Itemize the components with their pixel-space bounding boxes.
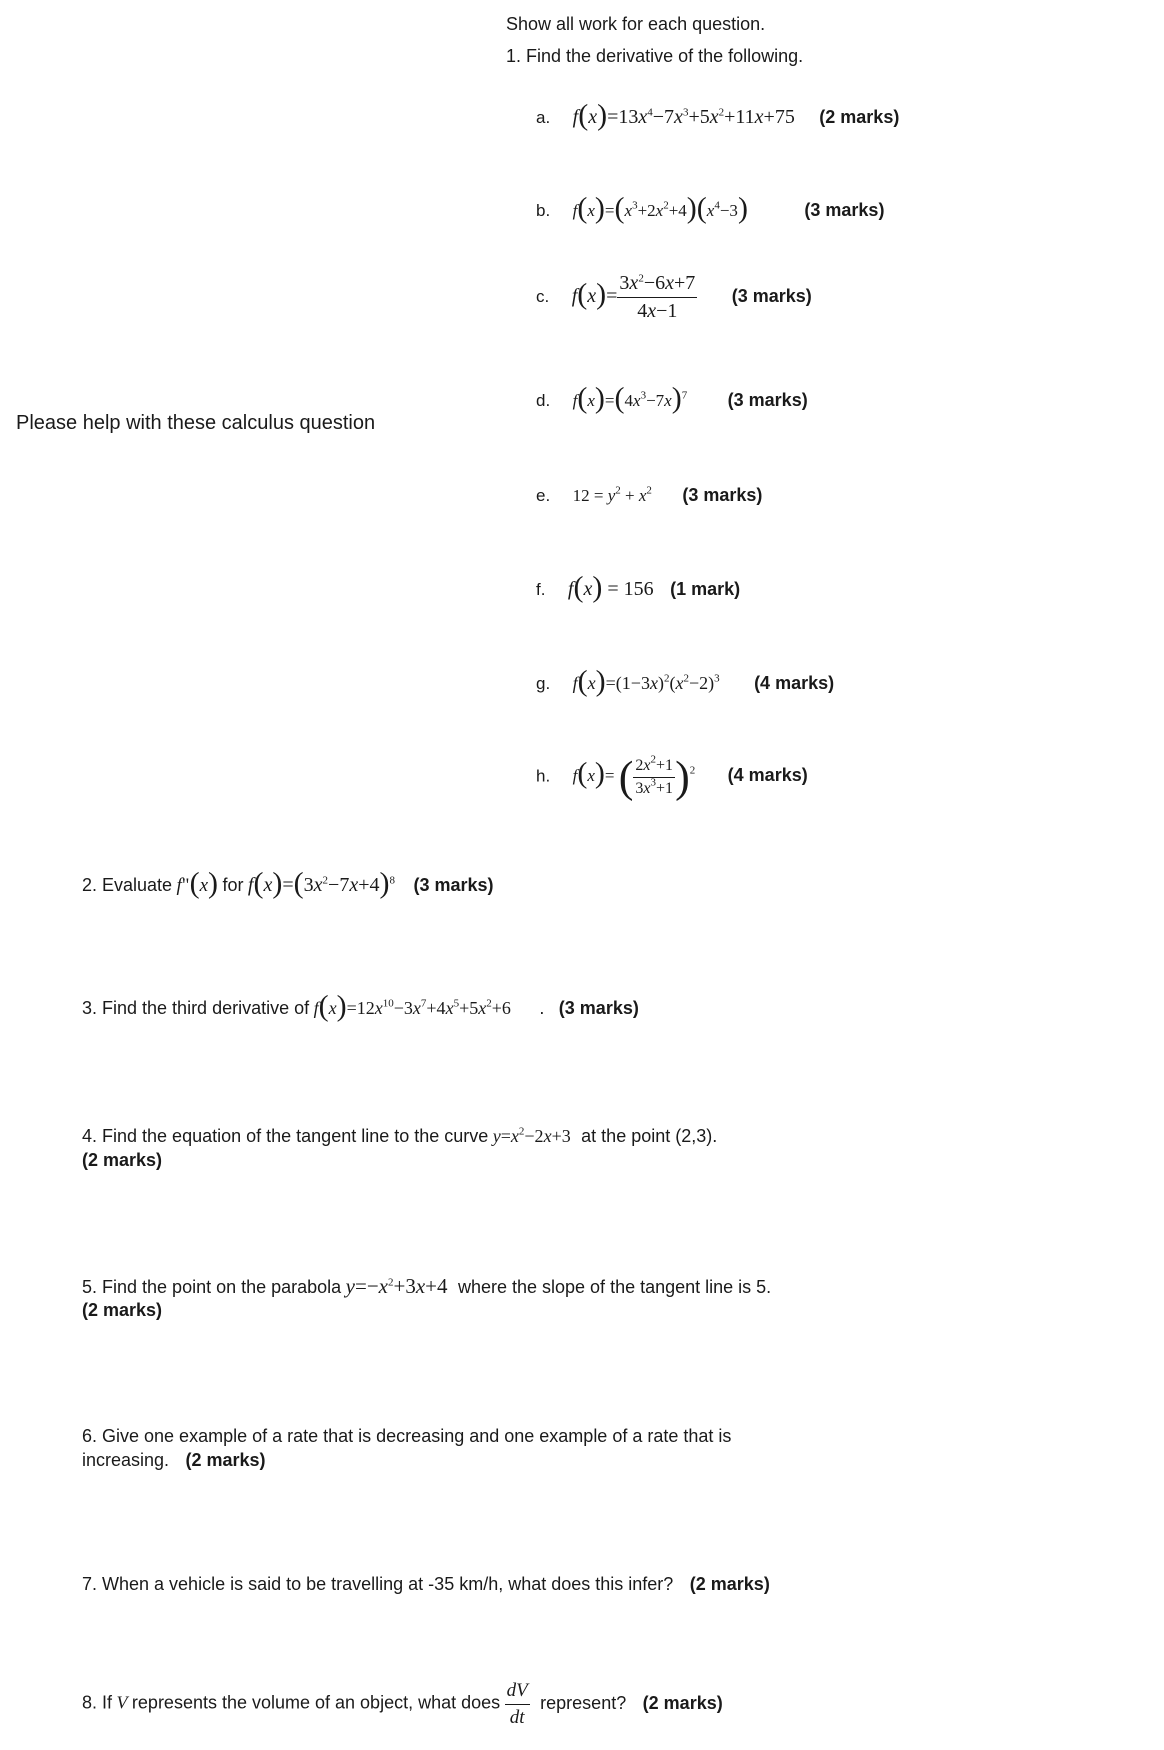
part-label: g. [536, 674, 551, 693]
question-4-suffix: at the point (2,3). [581, 1126, 718, 1146]
question-7: 7. When a vehicle is said to be travelling at -35 km/h, what does this infer? (2 marks) [82, 1574, 770, 1594]
part-label: b. [536, 201, 551, 220]
question-5-prefix: 5. Find the point on the parabola [82, 1277, 342, 1297]
equation: f(x) = 156 [567, 570, 654, 604]
equation: $y=-x^2+3x+4$ [345, 1274, 448, 1298]
volume-variable: V [116, 1692, 128, 1713]
question-6-line1: 6. Give one example of a rate that is decreasing and one example of a rate that is [82, 1426, 732, 1446]
marks: (3 marks) [558, 998, 639, 1018]
marks: (3 marks) [731, 286, 812, 307]
question-1b [536, 191, 885, 225]
part-label: f. [536, 580, 546, 599]
marks: (3 marks) [804, 200, 885, 220]
marks: (3 marks) [727, 390, 808, 410]
marks: (1 mark) [670, 579, 741, 599]
part-label: h. [536, 766, 551, 786]
question-1a [536, 98, 900, 132]
question-5-suffix: where the slope of the tangent line is 5. [457, 1277, 772, 1297]
question-2 [82, 866, 494, 900]
dv-dt-fraction: $\frac{dV}{dt}$ [506, 1680, 528, 1728]
question-3-prefix: 3. Find the third derivative of [82, 998, 310, 1018]
marks: (2 marks) [819, 107, 900, 127]
marks: (3 marks) [682, 485, 763, 505]
marks: (4 marks) [727, 765, 808, 786]
question-5 [82, 1274, 771, 1299]
part-label: d. [536, 391, 551, 410]
question-1h [536, 752, 808, 803]
question-1c [536, 272, 812, 323]
question-4-prefix: 4. Find the equation of the tangent line to the curve [82, 1126, 489, 1146]
equation: $f(x)=12x^{10}-3x^7+4x^5+5x^2+6$ [313, 989, 511, 1023]
question-5-marks: (2 marks) [82, 1300, 163, 1320]
equation: $f(x)=(x^3+2x^2+4)(x^4-3)$ [572, 191, 748, 225]
marks: (3 marks) [413, 875, 494, 895]
equation: f(x)= $\frac{3x^2-6x+7}{4x-1}$ [571, 272, 696, 322]
question-4-marks: (2 marks) [82, 1150, 163, 1170]
second-derivative-expr: f"(x) [176, 866, 218, 900]
question-4 [82, 1126, 717, 1147]
marks: (2 marks) [689, 1574, 770, 1594]
question-3: 3. Find the third derivative of $f(x)=12x^{10}-3x^7+4x^5+5x^2+6$ . (3 marks) [82, 989, 639, 1023]
equation: $12 = y^2 + x^2$ [572, 484, 652, 505]
equation: $f(x)=(3x^2-7x+4)^8$ [247, 866, 395, 900]
question-2-prefix: 2. Evaluate [82, 875, 173, 895]
marks: (2 marks) [642, 1692, 723, 1713]
part-label: c. [536, 287, 550, 307]
question-2-for: for [222, 875, 244, 895]
marks: (4 marks) [754, 673, 835, 693]
equation: $f(x)=(4x^3-7x)^7$ [572, 381, 688, 415]
equation: $y=x^2-2x+3$ [492, 1125, 571, 1146]
question-8: 8. If V represents the volume of an object, what does $\frac{dV}{dt}$ represent? (2 marks) [82, 1680, 723, 1728]
question-6-line2: increasing. (2 marks) [82, 1450, 266, 1470]
question-1-title: 1. Find the derivative of the following. [506, 46, 804, 66]
marks: (2 marks) [185, 1450, 266, 1470]
instructions: Show all work for each question. [506, 14, 766, 34]
question-1g [536, 664, 835, 698]
part-label: e. [536, 486, 551, 505]
side-note: Please help with these calculus question [16, 412, 376, 434]
question-1f [536, 570, 741, 604]
part-label: a. [536, 108, 551, 127]
equation: $f(x)=(1-3x)^2(x^2-2)^3$ [572, 664, 720, 698]
equation: f(x)= ( $\frac{2x^2+1}{3x^3+1}$ )$^2$ [572, 752, 696, 802]
question-1d [536, 381, 808, 415]
question-1e [536, 485, 762, 506]
equation: $f(x)=13x^4-7x^3+5x^2+11x+75$ [572, 98, 795, 132]
